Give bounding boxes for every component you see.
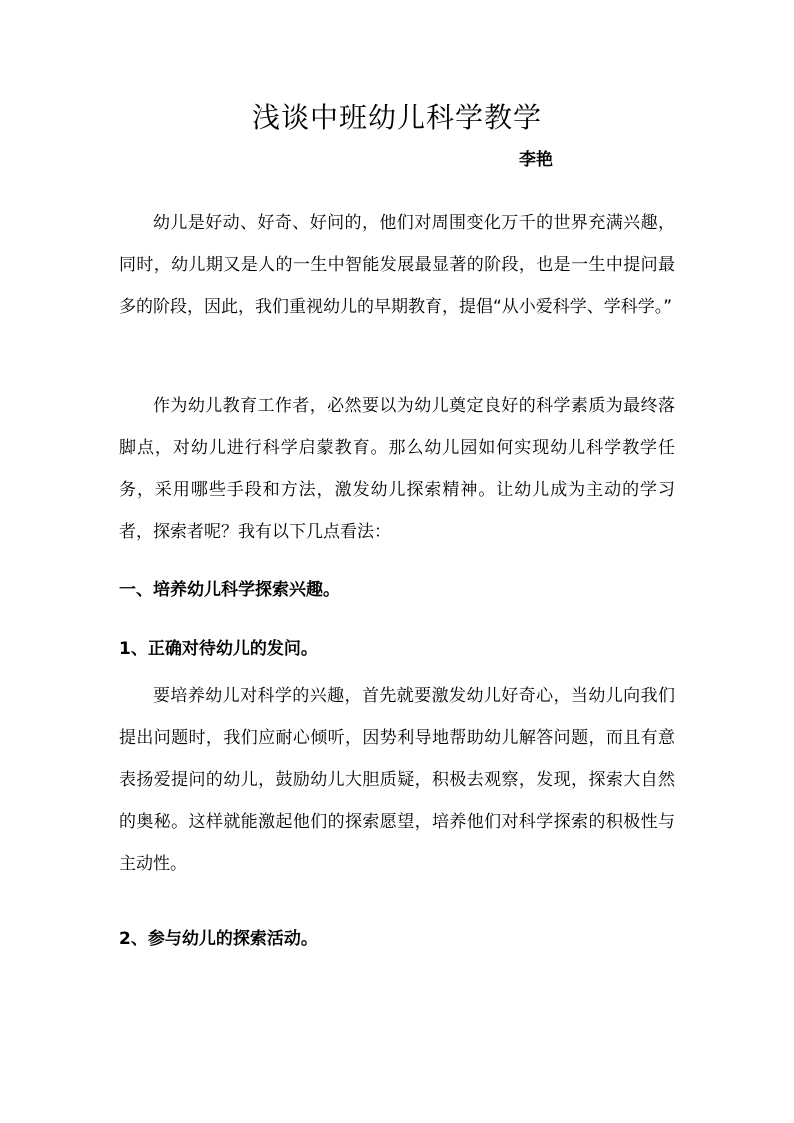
subsection-heading: 1、正确对待幼儿的发问。 [119, 639, 318, 659]
document-title: 浅谈中班幼儿科学教学 [251, 101, 542, 134]
paragraph-intro: 幼儿是好动、好奇、好问的，他们对周围变化万千的世界充满兴趣，同时，幼儿期又是人的一生中智能发展最显著的阶段，也是一生中提问最多的阶段，因此，我们重视幼儿的早期教育，提倡“从小爱科学、学科学。” [119, 213, 675, 317]
subsection-heading: 2、参与幼儿的探索活动。 [119, 929, 318, 949]
paragraph-educator: 作为幼儿教育工作者，必然要以为幼儿奠定良好的科学素质为最终落脚点，对幼儿进行科学启蒙教育。那么幼儿园如何实现幼儿科学教学任务，采用哪些手段和方法，激发幼儿探索精神。让幼儿成为主动的学习者，探索者呢？我有以下几点看法： [119, 396, 675, 542]
paragraph-curiosity: 要培养幼儿对科学的兴趣，首先就要激发幼儿好奇心，当幼儿向我们提出问题时，我们应耐心倾听，因势利导地帮助幼儿解答问题，而且有意表扬爱提问的幼儿，鼓励幼儿大胆质疑，积极去观察，发现，探索大自然的奥秘。这样就能激起他们的探索愿望，培养他们对科学探索的积极性与主动性。 [119, 686, 675, 874]
document-author: 李艳 [519, 150, 553, 170]
section-heading: 一、培养幼儿科学探索兴趣。 [119, 580, 340, 600]
